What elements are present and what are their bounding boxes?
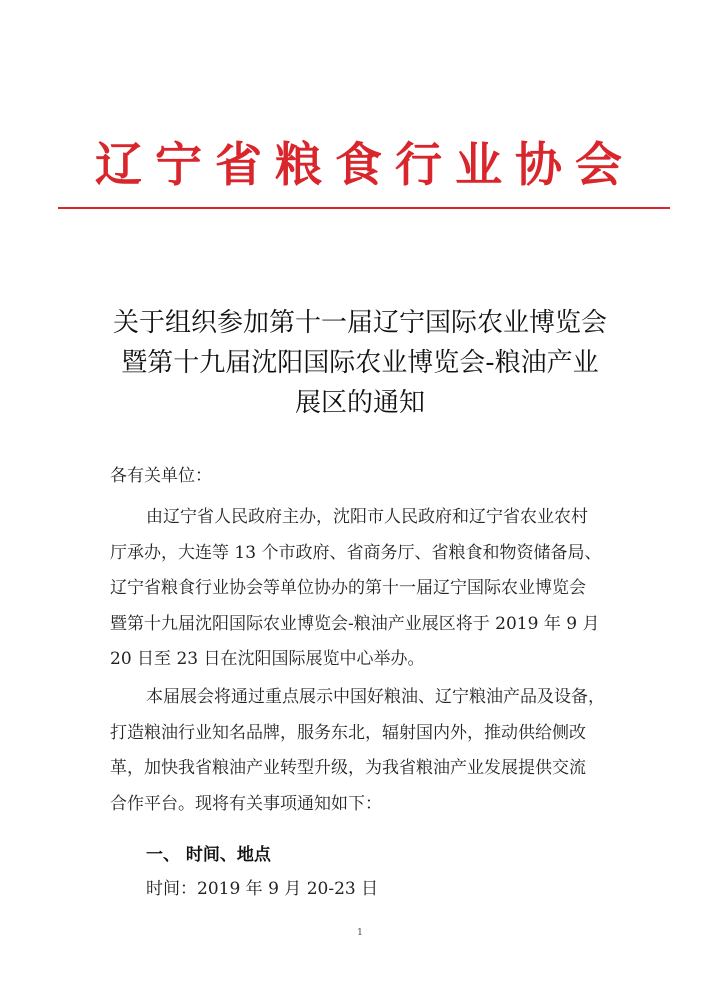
paragraph-line: 本届展会将通过重点展示中国好粮油、辽宁粮油产品及设备， <box>146 687 605 707</box>
salutation: 各有关单位： <box>110 466 212 486</box>
title-line-3: 展区的通知 <box>294 388 425 418</box>
paragraph-line: 革，加快我省粮油产业转型升级，为我省粮油产业发展提供交流 <box>110 758 586 778</box>
organization-letterhead: 辽宁省粮食行业协会 <box>95 138 635 193</box>
paragraph-line: 辽宁省粮食行业协会等单位协办的第十一届辽宁国际农业博览会 <box>110 578 586 598</box>
paragraph-1 <box>110 500 630 678</box>
letterhead-divider <box>58 207 670 209</box>
paragraph-line: 合作平台。现将有关事项通知如下： <box>110 793 382 814</box>
event-time: 时间：2019 年 9 月 20-23 日 <box>146 879 379 899</box>
notice-title <box>80 303 640 423</box>
paragraph-line: 厅承办，大连等 13 个市政府、省商务厅、省粮食和物资储备局、 <box>110 542 602 563</box>
page-number: 1 <box>357 928 363 938</box>
paragraph-line: 打造粮油行业知名品牌，服务东北，辐射国内外，推动供给侧改 <box>110 722 586 743</box>
paragraph-line: 由辽宁省人民政府主办，沈阳市人民政府和辽宁省农业农村 <box>146 507 588 527</box>
paragraph-line: 暨第十九届沈阳国际农业博览会-粮油产业展区将于 2019 年 9 月 <box>110 613 600 634</box>
section-heading-time-place: 一、 时间、地点 <box>146 845 271 865</box>
paragraph-2 <box>110 680 630 822</box>
title-line-2: 暨第十九届沈阳国际农业博览会-粮油产业 <box>121 348 599 378</box>
title-line-1: 关于组织参加第十一届辽宁国际农业博览会 <box>112 308 607 338</box>
paragraph-line: 20 日至 23 日在沈阳国际展览中心举办。 <box>110 649 425 669</box>
